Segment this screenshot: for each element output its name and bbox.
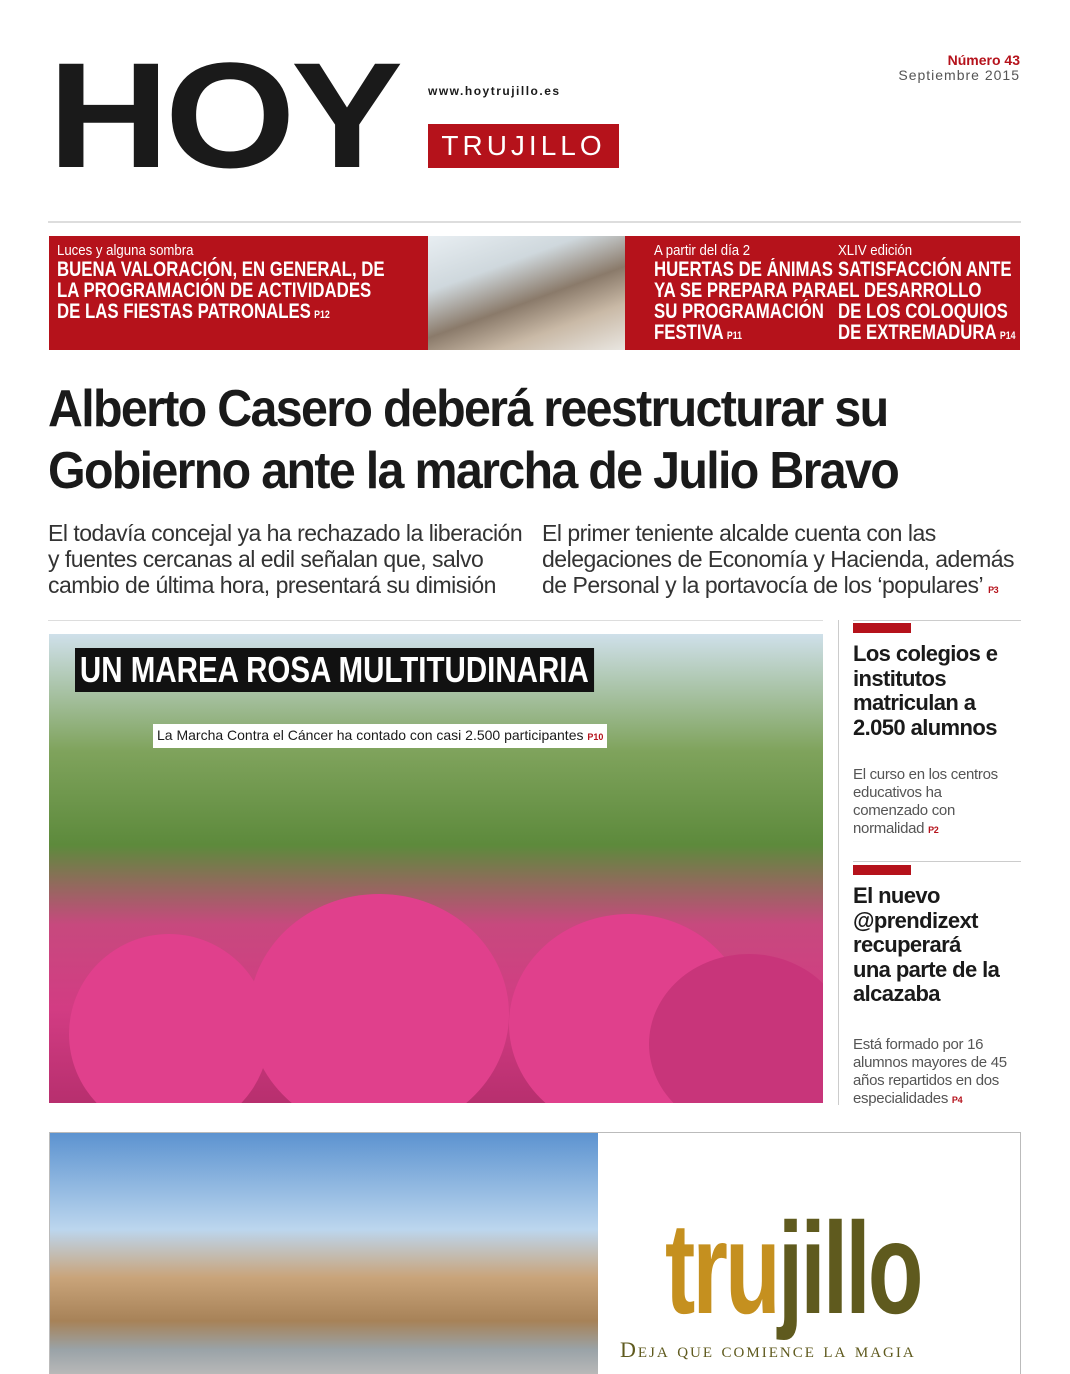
section-marker: [853, 865, 911, 875]
page-ref: P3: [988, 585, 999, 595]
page-ref: P12: [314, 309, 330, 321]
issue-date: Septiembre 2015: [898, 67, 1020, 83]
section-marker: [853, 623, 911, 633]
teaser-headline-line: EL DESARROLLO: [838, 279, 982, 302]
divider: [48, 221, 1021, 223]
issue-info: [898, 53, 1020, 83]
headline-line: Gobierno ante la marcha de Julio Bravo: [48, 442, 899, 500]
page-ref: P2: [928, 825, 939, 835]
deck-text: El todavía concejal ya ha rechazado la liberación y fuentes cercanas al edil señalan que, salvo cambio de última hora, presentará su dimisión: [48, 520, 523, 598]
issue-number: Número 43: [947, 52, 1020, 68]
headline-line: Alberto Casero deberá reestructurar su: [48, 380, 888, 438]
lead-deck-right: [542, 520, 1020, 603]
edition-badge: TRUJILLO: [428, 124, 619, 168]
sidebar-summary: [853, 1036, 1021, 1109]
teaser-headline-line: SU PROGRAMACIÓN: [654, 300, 824, 323]
teaser-headline-line: FESTIVA: [654, 321, 724, 344]
teaser-headline-line: DE LOS COLOQUIOS: [838, 300, 1008, 323]
photo-headline: UN MAREA ROSA MULTITUDINARIA: [75, 648, 594, 692]
teaser-headline-line: DE LAS FIESTAS PATRONALES: [57, 300, 311, 323]
teaser-headline-line: SATISFACCIÓN ANTE: [838, 258, 1012, 281]
teaser-headline-line: DE EXTREMADURA: [838, 321, 997, 344]
sidebar-headline[interactable]: Los colegios e institutos matriculan a 2.050 alumnos: [853, 641, 998, 740]
march-photo[interactable]: [49, 634, 823, 1103]
website-url[interactable]: www.hoytrujillo.es: [428, 84, 561, 98]
page-ref: P14: [999, 330, 1016, 342]
lead-headline[interactable]: [48, 378, 898, 502]
column-divider: [838, 620, 839, 1105]
divider: [48, 620, 823, 621]
hoy-logo[interactable]: HOY: [48, 31, 399, 199]
ad-tagline-lettering: Deja que comience la magia: [620, 1337, 916, 1362]
summary-text: El curso en los centros educativos ha comenzado con normalidad: [853, 766, 998, 837]
page-ref: P10: [587, 732, 604, 742]
teaser-banner: [49, 236, 1020, 350]
tourism-ad[interactable]: [49, 1132, 1021, 1374]
page-ref: P4: [951, 1095, 963, 1105]
teaser-headline-line: LA PROGRAMACIÓN DE ACTIVIDADES: [57, 279, 372, 302]
teaser-fiestas[interactable]: [57, 242, 467, 326]
teaser-kicker: A partir del día 2: [654, 242, 751, 259]
teaser-photo: [428, 236, 625, 350]
divider: [853, 861, 1021, 862]
sidebar-summary: [853, 766, 1018, 839]
teaser-coloquios[interactable]: [838, 242, 1060, 347]
deck-text: El primer teniente alcalde cuenta con las delegaciones de Economía y Hacienda, además de Personal y la portavocía de los ‘populares’: [542, 520, 1015, 598]
teaser-headline-line: YA SE PREPARA PARA: [654, 279, 839, 302]
lead-deck-left: [48, 520, 523, 598]
plaza-photo: [50, 1133, 598, 1374]
caption-text: La Marcha Contra el Cáncer ha contado con casi 2.500 participantes: [157, 727, 584, 743]
sidebar-headline[interactable]: El nuevo @prendizext recuperará una parte de la alcazaba: [853, 883, 1000, 1006]
teaser-headline-line: HUERTAS DE ÁNIMAS: [654, 258, 833, 281]
divider: [853, 620, 1021, 621]
summary-text: Está formado por 16 alumnos mayores de 45 años repartidos en dos especialidades: [853, 1036, 1007, 1107]
trujillo-logo: trujillo: [665, 1195, 921, 1341]
teaser-kicker: XLIV edición: [838, 242, 913, 259]
photo-caption: [153, 724, 607, 748]
teaser-kicker: Luces y alguna sombra: [57, 242, 194, 259]
page-ref: P11: [726, 330, 743, 342]
teaser-headline-line: BUENA VALORACIÓN, EN GENERAL, DE: [57, 258, 385, 281]
